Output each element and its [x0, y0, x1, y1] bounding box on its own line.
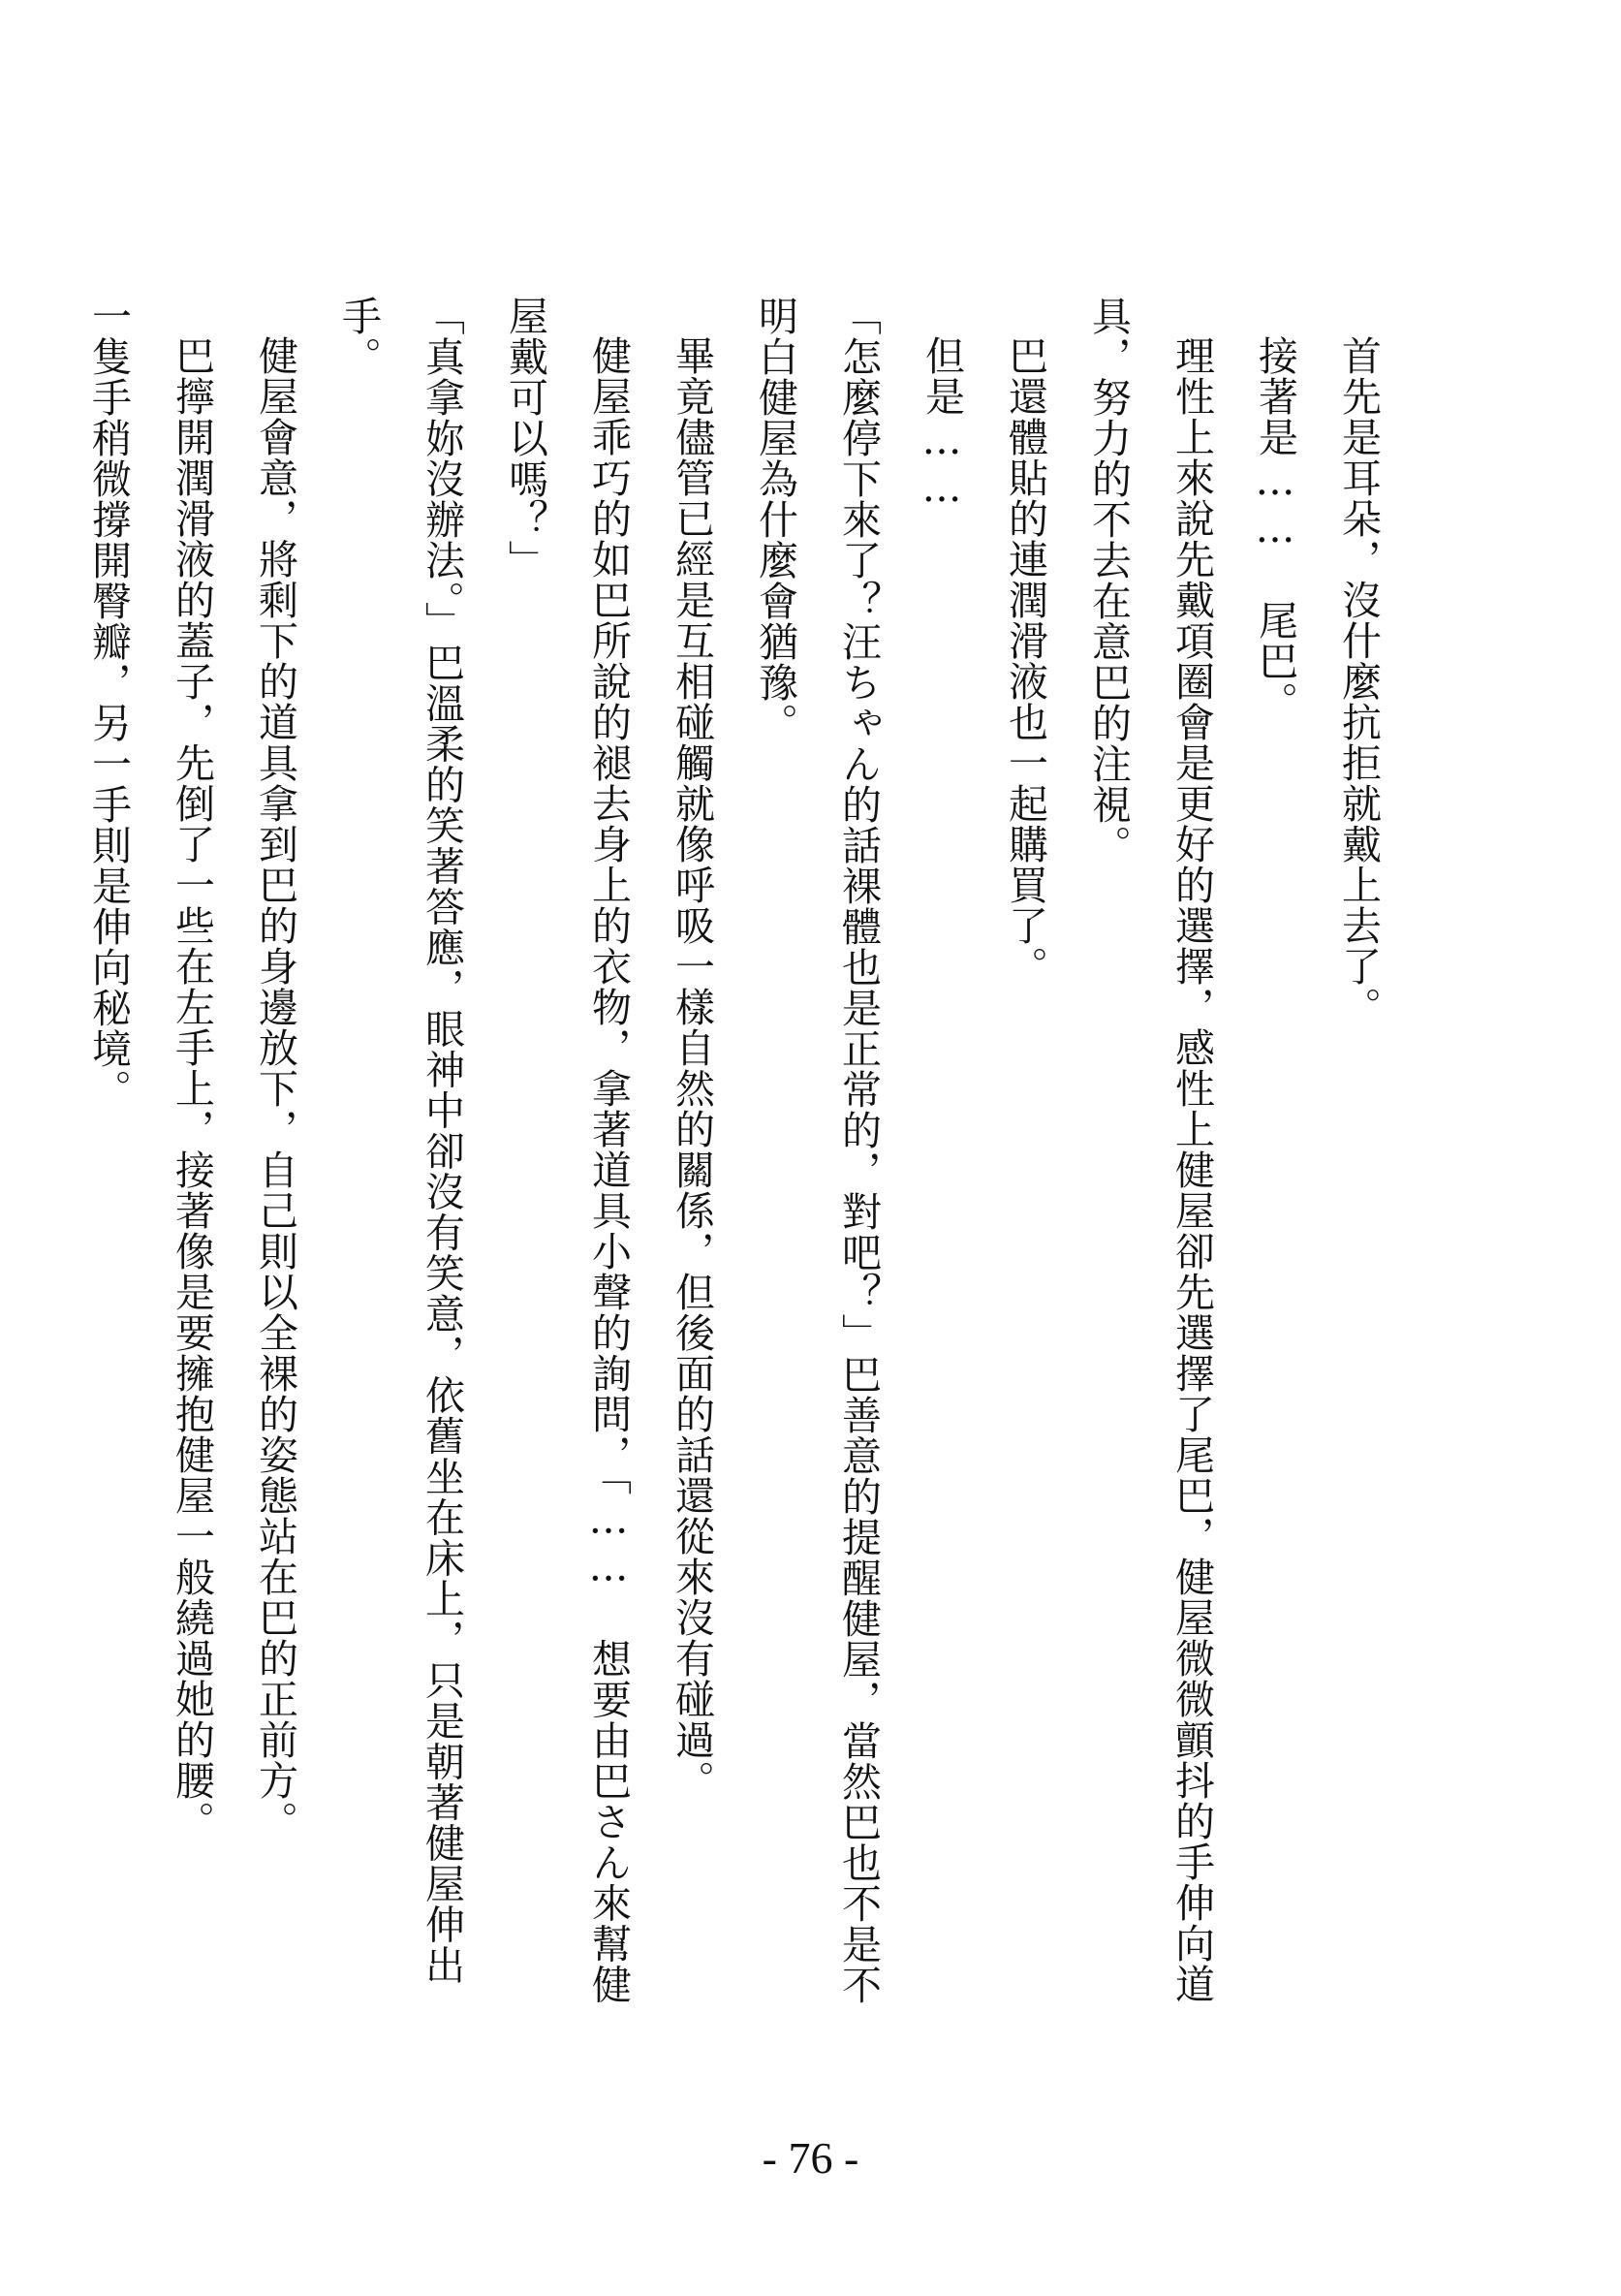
- paragraph-10: 健屋會意，將剩下的道具拿到巴的身邊放下，自己則以全裸的姿態站在巴的正前方。: [252, 335, 298, 1841]
- paragraph-1: 首先是耳朵，沒什麼抗拒就戴上去了。: [1335, 335, 1382, 1027]
- paragraph-3: 理性上來說先戴項圈會是更好的選擇，感性上健屋卻先選擇了尾巴，健屋微微顫抖的手伸向道具，努力的不去在意巴的注視。: [1085, 296, 1215, 2004]
- paragraph-8: 健屋乖巧的如巴所說的褪去身上的衣物，拿著道具小聲的詢問，「…… 想要由巴さん來幫健屋戴可以嗎？」: [502, 296, 632, 2005]
- vertical-text-body: [67, 296, 1400, 2030]
- paragraph-9: 「真拿妳沒辦法。」巴溫柔的笑著答應，眼神中卻沒有笑意，依舊坐在床上，只是朝著健屋伸出手。: [335, 296, 465, 1986]
- paragraph-7: 畢竟儘管已經是互相碰觸就像呼吸一樣自然的關係，但後面的話還從來沒有碰過。: [669, 335, 715, 1801]
- paragraph-2: 接著是…… 尾巴。: [1252, 335, 1298, 722]
- paragraph-11: 巴擰開潤滑液的蓋子，先倒了一些在左手上，接著像是要擁抱健屋一般繞過她的腰。: [169, 335, 215, 1841]
- paragraph-12: 一隻手稍微撐開臀瓣，另一手則是伸向秘境。: [85, 296, 132, 1110]
- page-number: - 76 -: [762, 2133, 859, 2183]
- paragraph-4: 巴還體貼的連潤滑液也一起購買了。: [1002, 335, 1048, 987]
- paragraph-6: 「怎麼停下來了？汪ちゃん的話裸體也是正常的，對吧？」巴善意的提醒健屋，當然巴也不是不明白健屋為什麼會猶豫。: [752, 296, 882, 2005]
- paragraph-5: 但是……: [919, 335, 965, 512]
